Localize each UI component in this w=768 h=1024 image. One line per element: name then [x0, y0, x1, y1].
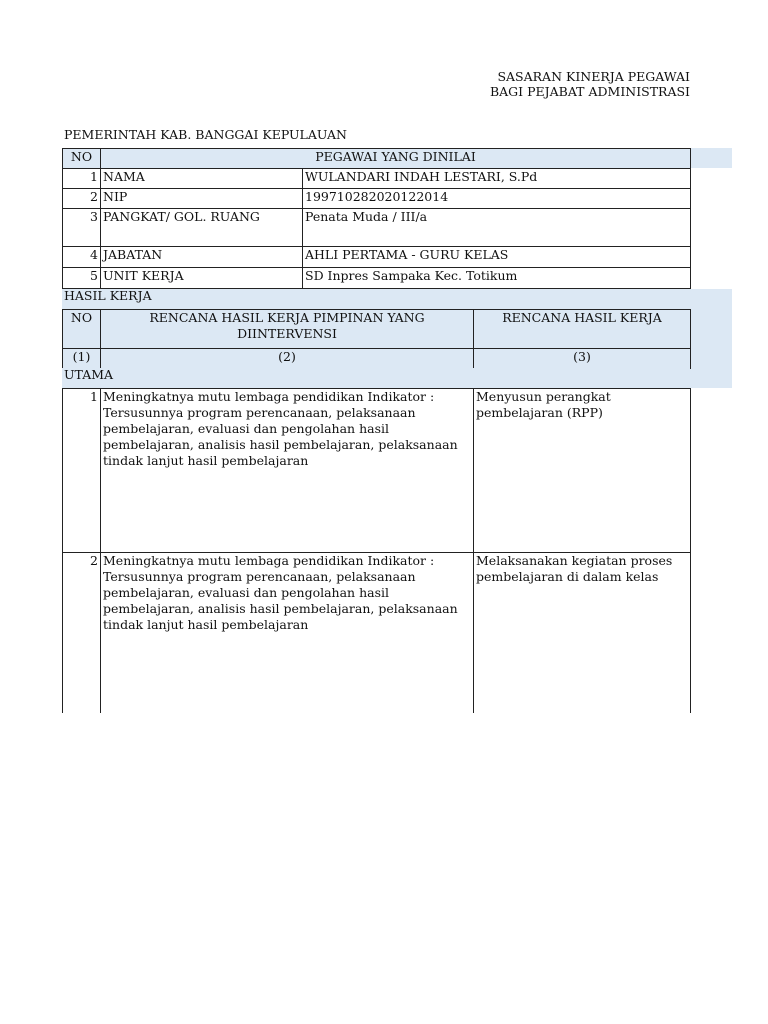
pegawai-value: SD Inpres Sampaka Kec. Totikum	[303, 268, 691, 289]
hasil-kerja-header-table	[62, 309, 691, 369]
hasil-kerja-label: HASIL KERJA	[64, 288, 152, 303]
hasil-kerja-items-table	[62, 388, 691, 713]
pegawai-row: 5 UNIT KERJA SD Inpres Sampaka Kec. Totikum	[63, 268, 691, 289]
document-title-line1: SASARAN KINERJA PEGAWAI	[497, 69, 690, 84]
item-pimpinan: Meningkatnya mutu lembaga pendidikan Indikator : Tersusunnya program perencanaan, pelaksanaan pembelajaran, evaluasi dan pengolahan hasil pembelajaran, analisis hasil pembelajaran, pelaksanaan tindak lanjut hasil pembelajaran	[101, 553, 474, 713]
table-row	[63, 389, 691, 553]
table-row	[63, 553, 691, 713]
pegawai-value: AHLI PERTAMA - GURU KELAS	[303, 247, 691, 268]
item-rencana: Menyusun perangkat pembelajaran (RPP)	[474, 389, 691, 553]
col-pimpinan-header: RENCANA HASIL KERJA PIMPINAN YANG DIINTERVENSI	[101, 310, 474, 349]
pegawai-no-header: NO	[63, 149, 101, 169]
utama-band	[62, 368, 690, 388]
pegawai-label: UNIT KERJA	[101, 268, 303, 289]
pegawai-row: 2 NIP 199710282020122014	[63, 189, 691, 209]
pegawai-value: Penata Muda / III/a	[303, 209, 691, 247]
pegawai-row: 4 JABATAN AHLI PERTAMA - GURU KELAS	[63, 247, 691, 268]
col-rencana-header: RENCANA HASIL KERJA	[474, 310, 691, 349]
utama-label: UTAMA	[64, 367, 114, 382]
hasil-kerja-band	[62, 289, 690, 309]
pegawai-row: 3 PANGKAT/ GOL. RUANG Penata Muda / III/a	[63, 209, 691, 247]
item-no: 2	[63, 553, 101, 713]
item-rencana: Melaksanakan kegiatan proses pembelajaran di dalam kelas	[474, 553, 691, 713]
pegawai-table	[62, 148, 691, 289]
col-no-number: (1)	[63, 349, 101, 369]
item-pimpinan: Meningkatnya mutu lembaga pendidikan Indikator : Tersusunnya program perencanaan, pelaksanaan pembelajaran, evaluasi dan pengolahan hasil pembelajaran, analisis hasil pembelajaran, pelaksanaan tindak lanjut hasil pembelajaran	[101, 389, 474, 553]
pegawai-label: PANGKAT/ GOL. RUANG	[101, 209, 303, 247]
hasil-header-fill-extension	[690, 289, 732, 388]
pegawai-label: NIP	[101, 189, 303, 209]
col-rencana-number: (3)	[474, 349, 691, 369]
pegawai-section-header: PEGAWAI YANG DINILAI	[101, 149, 691, 169]
organization-name: PEMERINTAH KAB. BANGGAI KEPULAUAN	[64, 127, 347, 142]
pegawai-label: NAMA	[101, 169, 303, 189]
pegawai-value: 199710282020122014	[303, 189, 691, 209]
document-title-line2: BAGI PEJABAT ADMINISTRASI	[489, 84, 690, 99]
header-fill-extension	[690, 148, 732, 168]
pegawai-label: JABATAN	[101, 247, 303, 268]
col-pimpinan-number: (2)	[101, 349, 474, 369]
col-no-header: NO	[63, 310, 101, 349]
item-no: 1	[63, 389, 101, 553]
pegawai-value: WULANDARI INDAH LESTARI, S.Pd	[303, 169, 691, 189]
pegawai-row: 1 NAMA WULANDARI INDAH LESTARI, S.Pd	[63, 169, 691, 189]
